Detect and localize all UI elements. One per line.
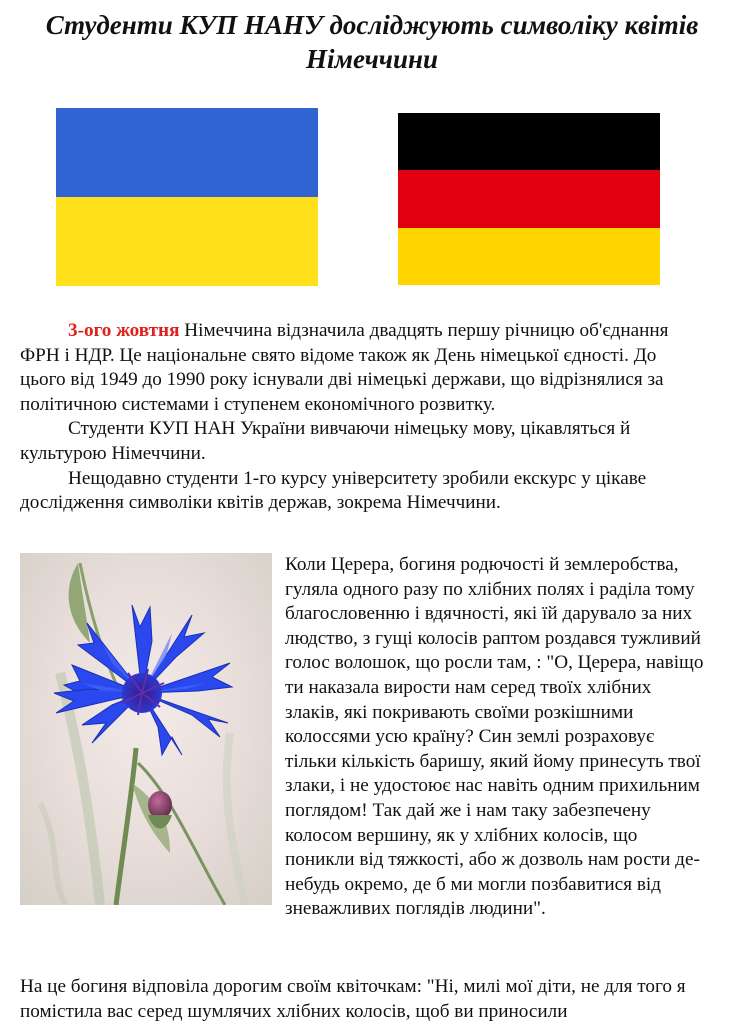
article-title: Студенти КУП НАНУ досліджують символіку квітів Німеччини [45, 10, 699, 74]
continuation-paragraph: На це богиня відповіла дорогим своїм квіточкам: "Ні, милі мої діти, не для того я помістила вас серед шумлячих хлібних колосів, щоб ви приносили [20, 976, 686, 1022]
photo-spacer [20, 553, 285, 905]
flag-stripe-yellow [56, 197, 318, 286]
legend-text-block [20, 553, 710, 922]
date-highlight: 3-ого жовтня [68, 320, 180, 341]
flag-stripe-black [398, 113, 660, 170]
intro-paragraph-1 [20, 319, 704, 417]
intro-text [20, 319, 704, 516]
intro-paragraph-1-text: Німеччина відзначила двадцять першу річницю об'єднання ФРН і НДР. Це національне свято відоме також як День німецької єдності. До цього від 1949 до 1990 року існували дві німецькі держави, що відрізнялися за політичною системами і ступенем економічного розвитку. [20, 320, 669, 415]
flag-stripe-blue [56, 108, 318, 197]
ukraine-flag [56, 108, 318, 286]
flag-stripe-red [398, 170, 660, 227]
legend-paragraph: Коли Церера, богиня родючості й землеробства, гуляла одного разу по хлібних полях і раділа тому благословенню і вдячності, які їй дарувало за них людство, з гущі колосів раптом роздався тужливий голос волошок, що росли там, : "О, Церера, навіщо ти наказала вирости нам серед твоїх хлібних злаків, які покривають своїми розкішними колоссями усю країну? Син землі розраховує тільки кількість баришу, який йому принесуть твої злаки, і не удостоює нас навіть одним прихильним поглядом! Так дай же і нам таку забезпечену колосом вершину, як у хлібних колосів, що поникли від тяжкості, або ж дозволь нам рости де-небудь окремо, де б ми могли позбавитися від зневажливих поглядів людини". [285, 554, 704, 920]
intro-paragraph-3: Нещодавно студенти 1-го курсу університету зробили екскурс у цікаве дослідження символіки квітів держав, зокрема Німеччини. [20, 467, 647, 514]
flag-stripe-gold [398, 228, 660, 285]
intro-paragraph-2: Студенти КУП НАН України вивчаючи німецьку мову, цікавляться й культурою Німеччини. [20, 418, 631, 464]
germany-flag [398, 113, 660, 285]
